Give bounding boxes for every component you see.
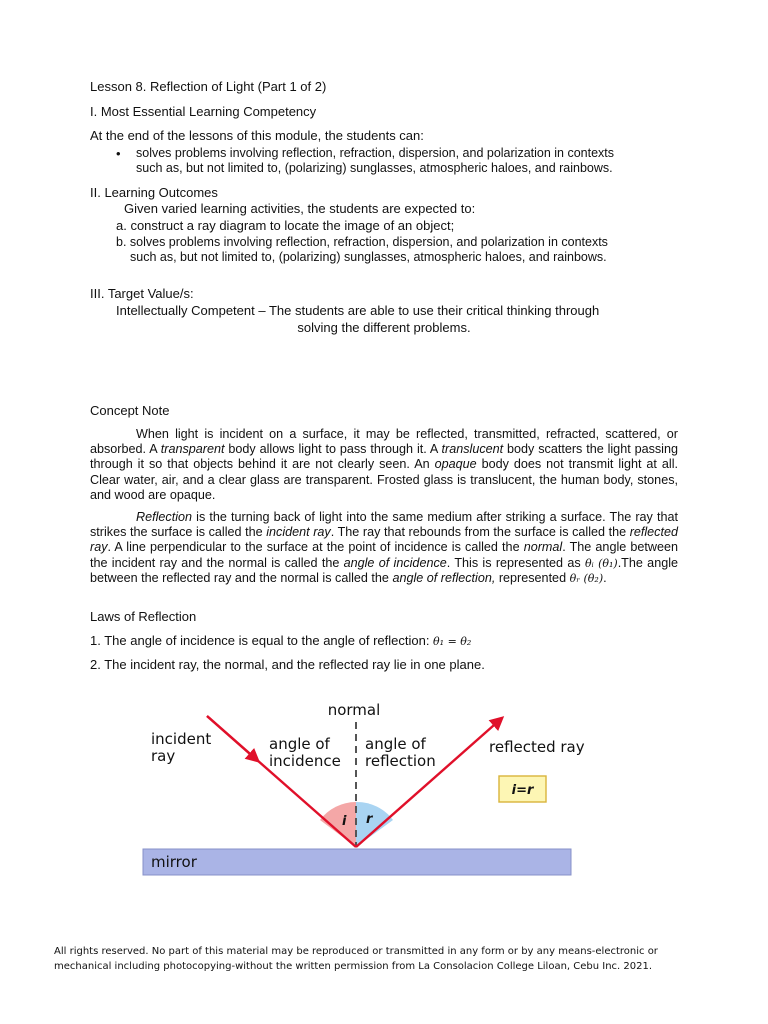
target-value-line-1: Intellectually Competent – The students are able to use their critical thinking through bbox=[116, 303, 600, 318]
section1-intro: At the end of the lessons of this module, the students can: bbox=[90, 128, 424, 143]
angle-i-wedge bbox=[320, 802, 356, 847]
aor-label-line-2: reflection bbox=[365, 752, 436, 770]
footer-line-2: mechanical including photocopying-without the written permission from La Consolacion College Liloan, Cebu Inc. 2021. bbox=[54, 961, 653, 972]
competency-line-1: solves problems involving reflection, refraction, dispersion, and polarization in contexts bbox=[136, 146, 615, 160]
angle-r-wedge bbox=[356, 802, 393, 847]
angle-r-label: r bbox=[366, 812, 373, 827]
concept-paragraph-2: Reflection is the turning back of light into the same medium after striking a surface. The ray that strikes the surface is called the incident ray. The ray that rebounds from the surface is called the reflected ray. A line perpendicular to the surface at the point of incidence is called the normal. The angle between the incident ray and the normal is called the angle of incidence. This is represented as θᵢ (θ₁).The angle between the reflected ray and the normal is called the angle of reflection, represented θᵣ (θ₂). bbox=[90, 510, 679, 585]
law-1: 1. The angle of incidence is equal to the angle of reflection: θ₁ = θ₂ bbox=[90, 633, 472, 648]
section3-heading: III. Target Value/s: bbox=[90, 286, 194, 301]
section1-heading: I. Most Essential Learning Competency bbox=[90, 104, 317, 119]
incident-ray-arrow bbox=[207, 716, 258, 761]
outcome-b-line-1: b. solves problems involving reflection, refraction, dispersion, and polarization in contexts bbox=[116, 235, 608, 249]
aoi-label-line-2: incidence bbox=[269, 752, 341, 770]
aoi-label-line-1: angle of bbox=[269, 735, 330, 753]
footer-line-1: All rights reserved. No part of this material may be reproduced or transmitted in any form or by any means-electronic or bbox=[54, 946, 658, 957]
incident-label-line-1: incident bbox=[151, 730, 212, 748]
outcome-a: a. construct a ray diagram to locate the image of an object; bbox=[116, 218, 455, 233]
law-2: 2. The incident ray, the normal, and the reflected ray lie in one plane. bbox=[90, 657, 485, 672]
incident-label-line-2: ray bbox=[151, 747, 176, 765]
section2-intro: Given varied learning activities, the students are expected to: bbox=[124, 201, 476, 216]
copyright-footer bbox=[54, 944, 714, 974]
section2-heading: II. Learning Outcomes bbox=[90, 185, 218, 200]
mirror-surface bbox=[143, 849, 571, 875]
equation-text: i=r bbox=[511, 783, 534, 798]
bullet-icon: • bbox=[116, 146, 121, 161]
mirror-label: mirror bbox=[151, 853, 197, 871]
concept-note-heading: Concept Note bbox=[90, 403, 170, 418]
normal-label: normal bbox=[327, 701, 381, 719]
laws-heading: Laws of Reflection bbox=[90, 609, 197, 624]
concept-paragraph-1: When light is incident on a surface, it may be reflected, transmitted, refracted, scattered, or absorbed. A transparent body allows light to pass through it. A translucent body scatters the light passing through it so that objects behind it are not clearly seen. An opaque body does not transmit light at all. Clear water, air, and a clear glass are transparent. Frosted glass is translucent, the human body, stones, and wood are opaque. bbox=[90, 427, 678, 502]
lesson-title: Lesson 8. Reflection of Light (Part 1 of 2) bbox=[90, 79, 327, 94]
target-value-line-2: solving the different problems. bbox=[297, 320, 471, 335]
aor-label-line-1: angle of bbox=[365, 735, 426, 753]
outcome-b-line-2: such as, but not limited to, (polarizing) sunglasses, atmospheric haloes, and rainbows. bbox=[130, 250, 607, 264]
competency-line-2: such as, but not limited to, (polarizing) sunglasses, atmospheric haloes, and rainbows. bbox=[136, 161, 613, 175]
angle-i-label: i bbox=[342, 814, 347, 829]
reflected-ray-label: reflected ray bbox=[489, 738, 585, 756]
